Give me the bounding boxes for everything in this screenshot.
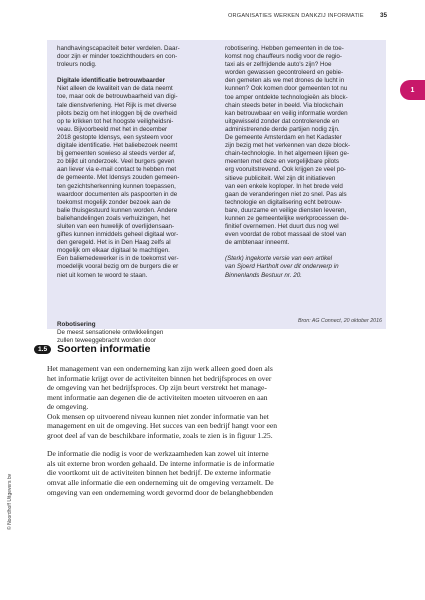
running-head: ORGANISATIES WERKEN DANKZIJ INFORMATIE <box>228 13 364 19</box>
text-line: veau. Bijvoorbeeld met het in december <box>57 125 168 133</box>
text-line: toekomst mogelijk zonder bezoek aan de <box>57 198 171 206</box>
text-line: Het management van een onderneming kan zijn werk alleen goed doen als <box>47 364 273 373</box>
article-note <box>225 255 382 279</box>
text-line: handhavingscapaciteit beter verdelen. Daar- <box>57 45 180 52</box>
text-line: door zijn er minder toezichthouders en con- <box>57 53 178 61</box>
box-column-left <box>57 45 214 280</box>
text-line: den geregeld. Het is in Den Haag zelfs al <box>57 239 171 247</box>
text-line: pilots bezig om het inloggen bij de overheid <box>57 109 177 117</box>
text-line: die voortkomt uit de activiteiten binnen het bedrijf. De externe informatie <box>47 468 271 478</box>
text-line: De informatie die nodig is voor de werkzaamheden kan zowel uit interne <box>47 449 269 459</box>
text-line: de ambtenaar inneemt. <box>225 239 290 247</box>
text-line: tale dienstverlening. Het Rijk is met diverse <box>57 101 177 109</box>
text-line: waardoor documenten als paspoorten in de <box>57 190 178 198</box>
text-line: groot deel af van de beschikbare informatie, zoals te zien is in figuur 1.25. <box>47 430 273 440</box>
text-line: chain-technologie. In het algemeen lijken ge- <box>225 150 350 158</box>
text-line: digitale identificatie. Het baliebezoek neemt <box>57 142 178 150</box>
section-title: Soorten informatie <box>57 343 151 355</box>
page-number: 35 <box>379 12 387 19</box>
text-line: erg vooruitstrevend. Ook krijgen ze veel po- <box>225 166 346 174</box>
text-line: zijn bezig met het verkennen van deze block- <box>225 142 351 150</box>
text-line: Niet alleen de kwaliteit van de data neemt <box>57 85 173 93</box>
text-line: giftes kunnen inmiddels geheel digitaal wor- <box>57 231 179 239</box>
text-line: De meest sensationele ontwikkelingen <box>57 329 164 337</box>
text-line: komst nog chauffeurs nodig voor de regio- <box>225 53 342 61</box>
text-line: De gemeente Amsterdam en het Kadaster <box>225 134 342 142</box>
text-line: als uit externe bron worden gehaald. De interne informatie is de informatie <box>47 458 275 468</box>
text-line: Ook mensen op uitvoerend niveau kunnen niet zonder informatie van het <box>47 411 269 421</box>
text-line: den gemeten als we met drones de lucht in <box>225 77 345 85</box>
text-line: uitgewisseld zonder dat controlerende en <box>225 117 339 125</box>
box-column-right <box>225 45 382 280</box>
text-line: zullen teweeggebracht worden door <box>57 337 157 345</box>
section-heading <box>34 342 151 356</box>
text-line: technologie en digitalisering echt betrouw- <box>225 198 342 206</box>
text-line: niet uit komen te woord te staan. <box>57 271 148 279</box>
text-line: ment informatie aan degenen die de activiteiten moeten uitvoeren en aan <box>47 392 268 402</box>
source-credit: Bron: AG Connect, 20 oktober 2016 <box>297 318 382 324</box>
text-line: moedelijk vooral bezig om de burgers die er <box>57 263 179 271</box>
text-line: meenten met deze en vergelijkbare pilots <box>225 158 339 166</box>
box-subheading: Robotisering <box>57 321 96 328</box>
text-line: de omgeving. <box>47 402 89 412</box>
text-line: omvat alle informatie die een onderneming uit de omgeving verzamelt. De <box>47 478 274 488</box>
section-number-badge: 1.5 <box>34 345 51 354</box>
text-line: (Sterk) ingekorte versie van een artikel <box>225 255 332 263</box>
chapter-tab[interactable]: 1 <box>400 80 425 100</box>
text-line: finitief overnemen. Het duurt dus nog wel <box>225 223 339 231</box>
text-line: worden gewassen gecontroleerd en gebie- <box>225 69 344 77</box>
text-line: troleurs nodig. <box>57 61 97 69</box>
text-line: even voordat de robot massaal de stoel van <box>225 231 347 239</box>
text-line: bare, duurzame en veilige diensten leveren, <box>225 206 347 214</box>
text-line: robotisering. Hebben gemeenten in de toe- <box>225 45 344 52</box>
text-line: het informatie krijgt over de activiteiten binnen het bedrijfsproces en over <box>47 373 272 383</box>
text-line: ten gezichtsherkenning kunnen toepassen, <box>57 182 176 190</box>
text-line: sitieve publiciteit. Wel zijn dit initiatieven <box>225 174 336 182</box>
text-line: baliehandelingen zoals verhuizingen, het <box>57 214 170 222</box>
text-line: van een enkele koploper. In het brede veld <box>225 182 343 190</box>
body-text <box>47 364 386 497</box>
text-line: 2018 gestopte Idensys, een systeem voor <box>57 133 173 141</box>
text-line: de omgeving van het bedrijfsproces. Op zijn beurt verstrekt het manage- <box>47 383 267 393</box>
text-line: kunnen? Ook komen door gemeenten tot nu <box>225 85 348 93</box>
text-line: aan liever via e-mail contact te hebben met <box>57 166 177 174</box>
box-subheading: Digitale identificatie betrouwbaarder <box>57 77 166 85</box>
box-left-intro <box>57 45 214 69</box>
text-line: toe amper ontdekte technologieën als block- <box>225 93 348 101</box>
text-line: balie thuisgestuurd kunnen worden. Andere <box>57 206 178 214</box>
text-line: sluiten van een huwelijk of overlijdensaan- <box>57 222 175 230</box>
paragraph <box>47 449 386 497</box>
text-line: mogelijk om elkaar digitaal te machtigen. <box>57 247 170 255</box>
text-line: bij gemeenten sowieso al steeds verder af, <box>57 150 176 158</box>
text-line: toe, maar ook de betrouwbaarheid van digi- <box>57 93 178 101</box>
text-line: administrerende derde partijen nodig zijn. <box>225 125 340 133</box>
text-line: management en uit de omgeving. Het succes van een bedrijf hangt voor een <box>47 421 278 431</box>
paragraph <box>47 364 386 440</box>
text-line: gaan de veranderingen niet zo snel. Pas als <box>225 190 347 198</box>
text-line: taxi als er zelfrijdende auto's zijn? Hoe <box>225 61 332 69</box>
text-line: chain steeds beter in beeld. Via blockchain <box>225 101 344 109</box>
box-left-body <box>57 85 214 279</box>
text-line: kunnen ze gemeentelijke werkprocessen de- <box>225 214 349 222</box>
text-line: omgeving van een onderneming wordt gevormd door de belanghebbenden <box>47 487 274 497</box>
text-line: van Sjoerd Hartholt over dit onderwerp in <box>225 263 339 271</box>
text-line: zo blijkt uit onderzoek. Veel burgers geven <box>57 158 175 166</box>
article-box <box>47 40 386 345</box>
text-line: Binnenlands Bestuur nr. 20. <box>225 271 302 279</box>
text-line: Een baliemedewerker is in de toekomst ver- <box>57 255 179 263</box>
text-line: op te krikken tot het hoogste veiligheidsni- <box>57 117 174 125</box>
copyright-notice: © Noordhoff Uitgevers bv <box>7 473 13 530</box>
box-right-body <box>225 45 382 247</box>
text-line: kan betrouwbaar en veilig informatie worden <box>225 109 348 117</box>
text-line: de gemeente. Met Idensys zouden gemeen- <box>57 174 180 182</box>
